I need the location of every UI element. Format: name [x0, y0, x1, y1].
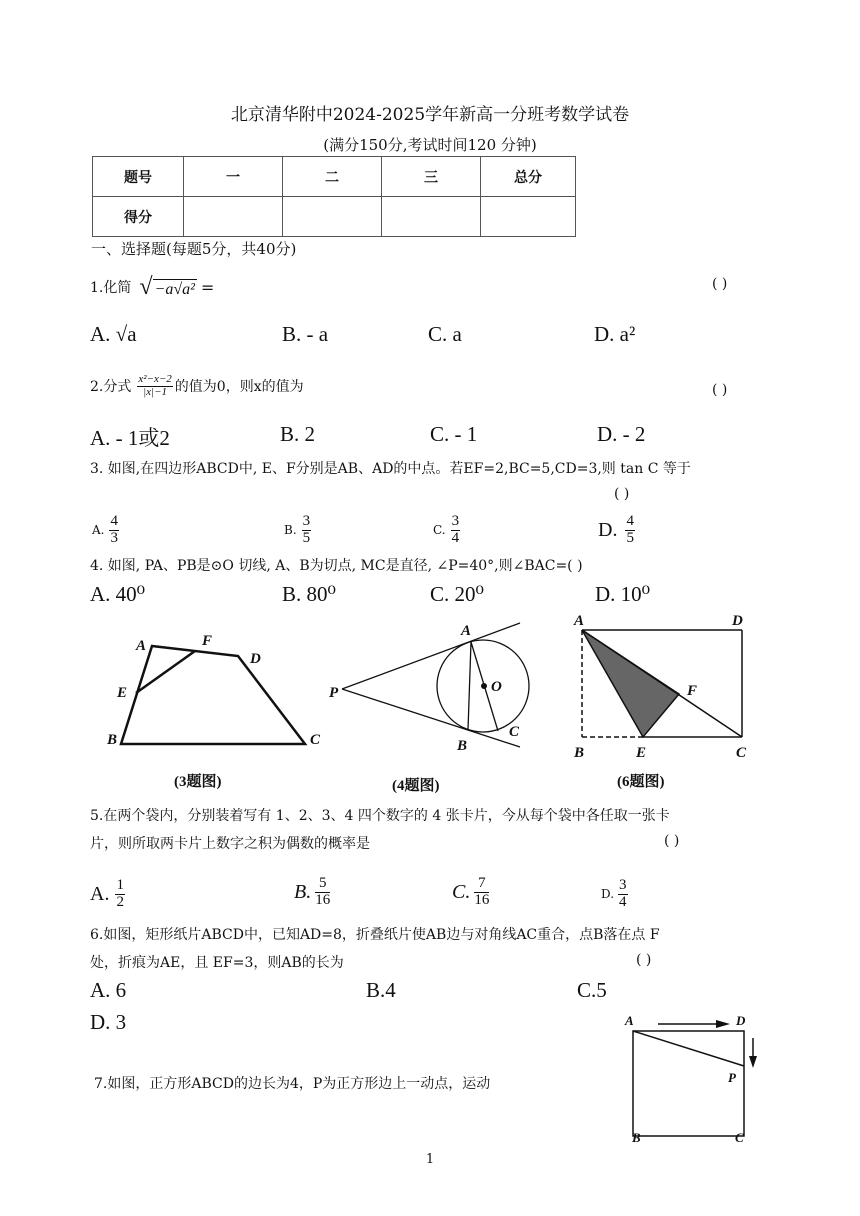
option-b: B. 2 [280, 422, 316, 446]
point-label: A [625, 1013, 634, 1028]
point-label: A [136, 638, 147, 654]
option-b: B. 5 16 [294, 875, 331, 908]
question-2-text: 的值为0，则x的值为 [174, 379, 304, 396]
point-label: F [202, 633, 213, 649]
option-d: D. 3 4 [601, 877, 627, 910]
option-a: A. 6 [90, 978, 127, 1002]
point-label: B [107, 732, 118, 748]
point-label: D [732, 613, 743, 629]
point-label: O [491, 679, 502, 695]
option-d: D. - 2 [597, 422, 646, 446]
score-table [92, 156, 576, 237]
figure-4-circle-tangents [325, 615, 540, 765]
option-c: C. a [428, 322, 462, 346]
point-label: E [636, 745, 647, 761]
page-number: 1 [425, 1152, 435, 1167]
option-b: B. 80⁰ [282, 582, 336, 606]
point-label: P [728, 1070, 736, 1085]
sqrt-expression: √ −a√a² [139, 274, 195, 300]
point-label: F [687, 683, 698, 699]
point-label: C [735, 1130, 744, 1145]
table-cell [382, 197, 481, 237]
figure-6-rectangle-fold [568, 607, 758, 767]
table-cell: 总分 [481, 157, 576, 197]
option-b: B. - a [282, 322, 329, 346]
page-subtitle: (满分150分,考试时间120 分钟) [323, 136, 537, 154]
point-label: C [310, 732, 321, 748]
question-6-line-1: 6.如图，矩形纸片ABCD中，已知AD=8，折叠纸片使AB边与对角线AC重合，点B落在点 F [90, 927, 660, 943]
option-c: C. 3 4 [433, 513, 460, 546]
option-b: B.4 [366, 978, 396, 1002]
table-cell: 一 [184, 157, 283, 197]
figure-6-caption: (6题图) [617, 774, 665, 790]
option-a: A. √a [90, 322, 137, 346]
question-5-line-2: 片，则所取两卡片上数字之积为偶数的概率是 [90, 836, 370, 852]
option-d: D. 10⁰ [595, 582, 651, 606]
section-heading: 一、选择题(每题5分，共40分) [91, 240, 297, 258]
equals-sign: = [200, 277, 215, 297]
question-2 [90, 374, 304, 398]
figure-7-square [622, 1010, 762, 1150]
answer-paren: ( ) [712, 382, 728, 398]
table-cell: 得分 [93, 197, 184, 237]
figure-3-quadrilateral [100, 625, 330, 755]
figure-4-caption: (4题图) [392, 778, 440, 794]
page-title: 北京清华附中2024-2025学年新高一分班考数学试卷 [230, 105, 630, 125]
option-a: A. 4 3 [92, 513, 118, 546]
question-3: 3. 如图,在四边形ABCD中, E、F分别是AB、AD的中点。若EF=2,BC=5,CD=3,则 tan C 等于 [90, 461, 691, 477]
table-cell [184, 197, 283, 237]
point-label: C [736, 745, 747, 761]
table-cell [481, 197, 576, 237]
question-5-line-1: 5.在两个袋内，分别装着写有 1、2、3、4 四个数字的 4 张卡片，今从每个袋中各任取一张卡 [90, 808, 670, 824]
option-c: C. 7 16 [452, 875, 490, 908]
option-d: D. 3 [90, 1010, 127, 1034]
table-cell: 二 [283, 157, 382, 197]
question-7: 7.如图，正方形ABCD的边长为4，P为正方形边上一动点，运动 [94, 1076, 491, 1092]
answer-paren: ( ) [614, 486, 630, 502]
table-cell [283, 197, 382, 237]
answer-paren: ( ) [712, 276, 728, 292]
table-cell: 三 [382, 157, 481, 197]
option-a: A. - 1或2 [90, 426, 170, 450]
option-d: D. a² [594, 322, 636, 346]
point-label: A [461, 623, 472, 639]
figure-3-caption: (3题图) [174, 774, 222, 790]
point-label: D [250, 651, 261, 667]
answer-paren: ( ) [636, 952, 652, 968]
question-2-prefix: 2.分式 [90, 379, 132, 396]
option-c: C.5 [577, 978, 607, 1002]
table-cell: 题号 [93, 157, 184, 197]
point-label: B [632, 1130, 641, 1145]
option-d: D. 4 5 [598, 513, 634, 546]
answer-paren: ( ) [664, 833, 680, 849]
option-a: A. 1 2 [90, 877, 124, 910]
point-label: C [509, 724, 520, 740]
fraction: x²−x−2 |x|−1 [138, 373, 172, 398]
point-label: P [329, 685, 339, 701]
point-label: B [457, 738, 468, 754]
point-label: A [574, 613, 585, 629]
point-label: D [736, 1013, 746, 1028]
question-1-prefix: 1.化简 [90, 280, 132, 296]
question-6-line-2: 处，折痕为AE，且 EF=3，则AB的长为 [90, 955, 344, 971]
point-label: E [117, 685, 128, 701]
point-label: B [574, 745, 585, 761]
option-c: C. - 1 [430, 422, 478, 446]
question-4: 4. 如图, PA、PB是⊙O 切线, A、B为切点, MC是直径, ∠P=40°,则∠BAC=( ) [90, 558, 583, 574]
option-a: A. 40⁰ [90, 582, 146, 606]
option-c: C. 20⁰ [430, 582, 484, 606]
question-1 [90, 272, 214, 302]
option-b: B. 3 5 [284, 513, 311, 546]
